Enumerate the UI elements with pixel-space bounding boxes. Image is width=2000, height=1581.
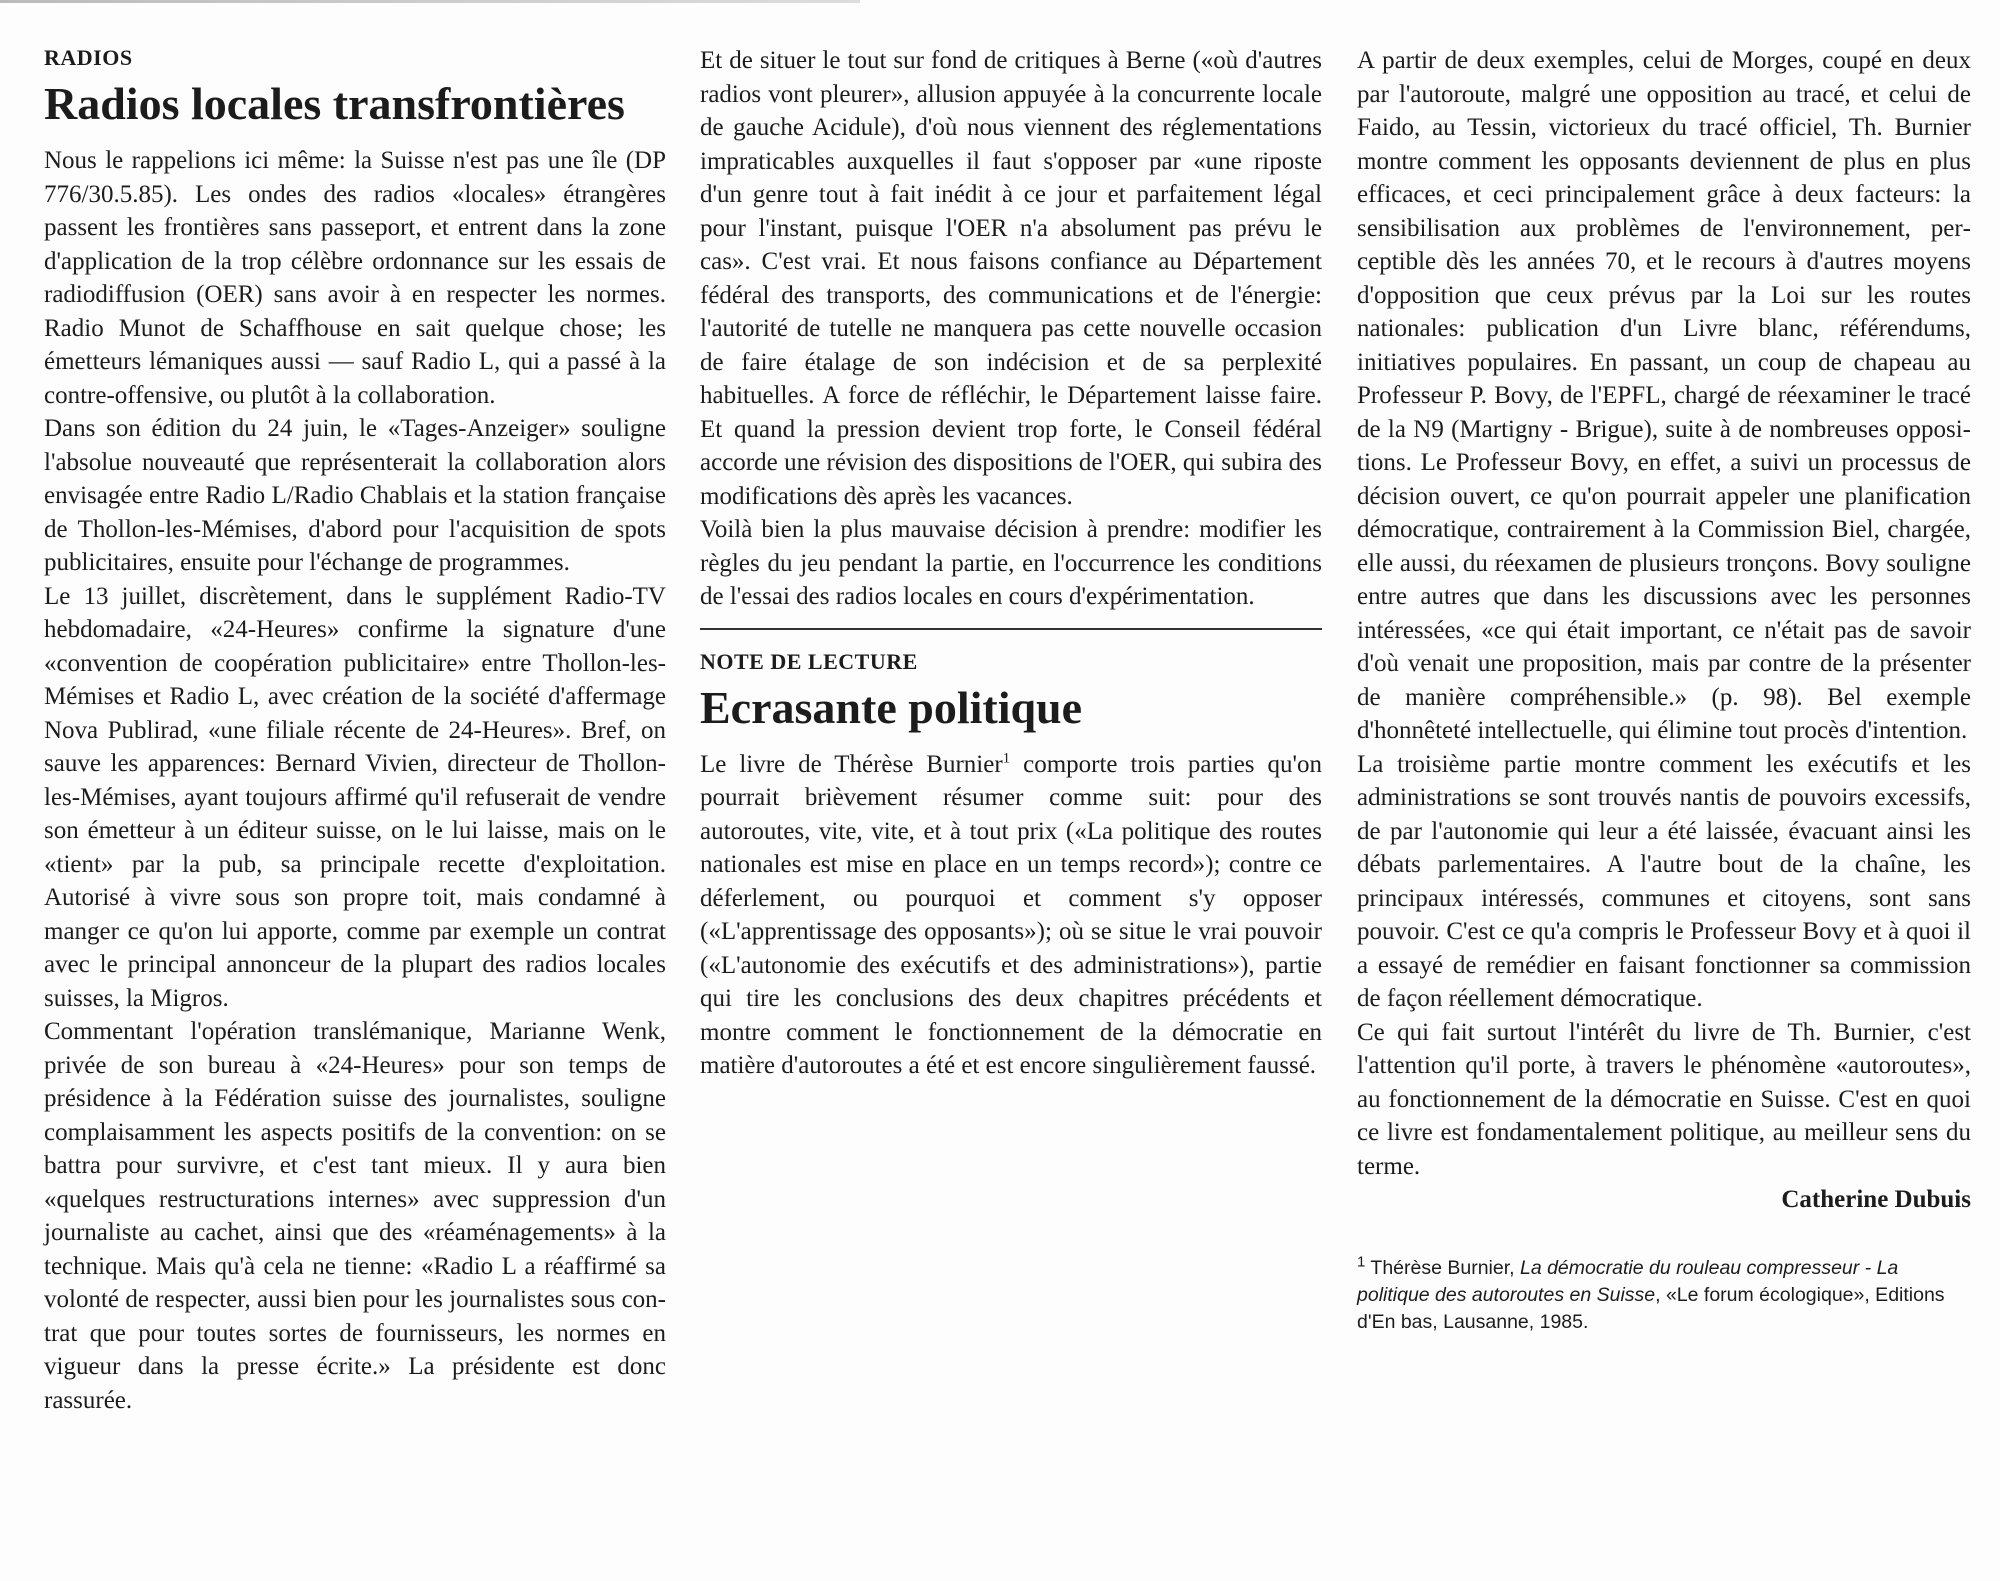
article-paragraph: Dans son édition du 24 juin, le «Tages-Anzeiger» souligne l'absolue nouveauté que représenterait la collaboration alors envisagée entre Radio L/Radio Chablais et la station française de Thollon-les-Mémises, d'abord pour l'acquisition de spots publicitaires, ensuite pour l'échange de programmes. [44,415,666,576]
author-signature: Catherine Dubuis [1781,1186,1971,1213]
article-paragraph [700,748,1322,1083]
section-divider [700,628,1322,630]
footnote-marker: 1 [1002,750,1011,767]
article-paragraph: La troisième partie montre comment les exécutifs et les administrations se sont trouvés nantis de pouvoirs excessifs, de par l'autonomie qui leur a été laissée, évacuant ainsi les débats parlementaires. A l'autre bout de la chaîne, les principaux intéressés, communes et citoyens, sont sans pouvoir. C'est ce qu'a compris le Professeur Bovy et à quoi il a essayé de remédier en faisant fonctionner sa commission de façon réellement démocratique. [1357,750,1971,1012]
article-paragraph: Commentant l'opération translémanique, Marianne Wenk, privée de son bureau à «24-Heures» pour son temps de présidence à la Fédération suisse des journalistes, souligne complaisamment les aspects positifs de la convention: on se battra pour survivre, et c'est tant mieux. Il y aura bien «quelques restructurations internes» avec suppression d'un journaliste au cachet, ainsi que des «réaménagements» à la technique. Mais qu'à cela ne tienne: «Radio L a réaffirmé sa volonté de respecter, aussi bien pour les journalistes sous contrat que pour toutes sortes de fournisseurs, les normes en vigueur dans la presse écrite.» La présidente est donc rassurée. [44,1018,666,1414]
column-2 [700,44,1322,1083]
article-paragraph: Voilà bien la plus mauvaise décision à prendre: modifier les règles du jeu pendant la partie, en l'occurrence les conditions de l'essai des radios locales en cours d'expérimentation. [700,516,1322,610]
article-title: Radios locales transfrontières [44,78,625,129]
footnote-publisher: , «Le forum écologique», Editions d'En bas, Lausanne, 1985. [1357,1283,1945,1333]
article-kicker: RADIOS [44,45,133,70]
paragraph-text: comporte trois parties qu'on pourrait brièvement résumer comme suit: pour des autoroutes, vite, vite, et à tout prix («La politique des routes nationales est mise en place en un temps record»); contre ce déferlement, ou pourquoi et comment s'y opposer («L'apprentissage des opposants»); où se situe le vrai pouvoir («L'autonomie des exécutifs et des administrations»), partie qui tire les conclusions des deux chapitres précédents et montre comment le fonctionnement de la démocratie en matière d'autoroutes a été et est encore singulièrement faussé. [700,750,1322,1079]
article-title: Ecrasante politique [700,681,1083,733]
article-paragraph: Ce qui fait surtout l'intérêt du livre de Th. Burnier, c'est l'attention qu'il porte, à travers le phénomène «autoroutes», au fonctionnement de la démocratie en Suisse. C'est en quoi ce livre est fondamentalement politique, au meilleur sens du terme. [1357,1018,1971,1180]
top-border-line [0,0,860,3]
article-paragraph: A partir de deux exemples, celui de Morges, coupé en deux par l'autoroute, malgré une opposition au tracé, et celui de Faido, au Tessin, victorieux du tracé officiel, Th. Burnier montre comment les opposants deviennent de plus en plus efficaces, et ceci principalement grâce à deux facteurs: la sensibilisation aux problèmes de l'environnement, perceptible dès les années 70, et le recours à d'autres moyens d'opposition que ceux prévus par la Loi sur les routes nationales: publication d'un Livre blanc, référendums, initiatives populaires. En passant, un coup de chapeau au Professeur P. Bovy, de l'EPFL, chargé de réexaminer le tracé de la N9 (Martigny - Brigue), suite à de nombreuses oppositions. Le Professeur Bovy, en effet, a suivi un processus de décision ouvert, ce qu'on pourrait appeler une planification démocratique, contrairement à la Commission Biel, chargée, elle aussi, du réexamen de plusieurs tronçons. Bovy souligne entre autres que dans les discussions avec les personnes intéressées, «ce qui était important, ce n'était pas de savoir d'où venait une proposition, mais par contre de la présenter de manière compréhensible.» (p. 98). Bel exemple d'honnêteté intellectuelle, qui élimine tout procès d'intention. [1357,47,1971,744]
article-kicker: NOTE DE LECTURE [700,648,918,674]
column-3 [1357,44,1971,1336]
paragraph-text: Le livre de Thérèse Burnier [700,750,1003,778]
footnote-book-title: La démocratie du rouleau compresseur - La politique des autoroutes en Suisse [1357,1256,1899,1306]
column-1 [44,44,666,1417]
footnote-number: 1 [1357,1253,1366,1270]
article-paragraph: Nous le rappelions ici même: la Suisse n'est pas une île (DP 776/30.5.85). Les ondes des radios «locales» étrangères passent les frontières sans passeport, et entrent dans la zone d'application de la trop célèbre ordonnance sur les essais de radiodiffusion (OER) sans avoir à en respecter les normes. Radio Munot de Schaffhouse en sait quelque chose; les émetteurs lémaniques aussi — sauf Radio L, qui a passé à la contre-offensive, ou plutôt à la collaboration. [44,147,666,409]
footnote-author: Thérèse Burnier, [1365,1256,1520,1279]
footnote [1357,1255,1971,1336]
article-paragraph: Et de situer le tout sur fond de critiques à Berne («où d'autres radios vont pleurer», allusion appuyée à la concurrente locale de gauche Acidule), d'où nous viennent des réglementations impraticables auxquelles il faut s'opposer par «une riposte d'un genre tout à fait inédit à ce jour et parfaitement légal pour l'instant, puisque l'OER n'a absolument pas prévu le cas». C'est vrai. Et nous faisons confiance au Département fédéral des transports, des communications et de l'énergie: l'autorité de tutelle ne manquera pas cette nouvelle occasion de faire étalage de son indécision et de sa perplexité habituelles. A force de réfléchir, le Département laisse faire. Et quand la pression devient trop forte, le Conseil fédéral accorde une révision des dispositions de l'OER, qui subira des modifications dès après les vacances. [700,47,1322,510]
article-paragraph: Le 13 juillet, discrètement, dans le supplément Radio-TV hebdomadaire, «24-Heures» confirme la signature d'une «convention de coopération publicitaire» entre Thollon-les-Mémises et Radio L, avec création de la société d'affermage Nova Publirad, «une filiale récente de 24-Heures». Bref, on sauve les apparences: Bernard Vivien, directeur de Thollon-les-Mémises, ayant toujours affirmé qu'il refuserait de vendre son émetteur à un éditeur suisse, on le lui laisse, mais on le «tient» par la pub, sa principale recette d'exploitation. Autorisé à vivre sous son propre toit, mais condamné à manger ce qu'on lui apporte, comme par exemple un contrat avec le principal annonceur de la plupart des radios locales suisses, la Migros. [44,582,666,1012]
